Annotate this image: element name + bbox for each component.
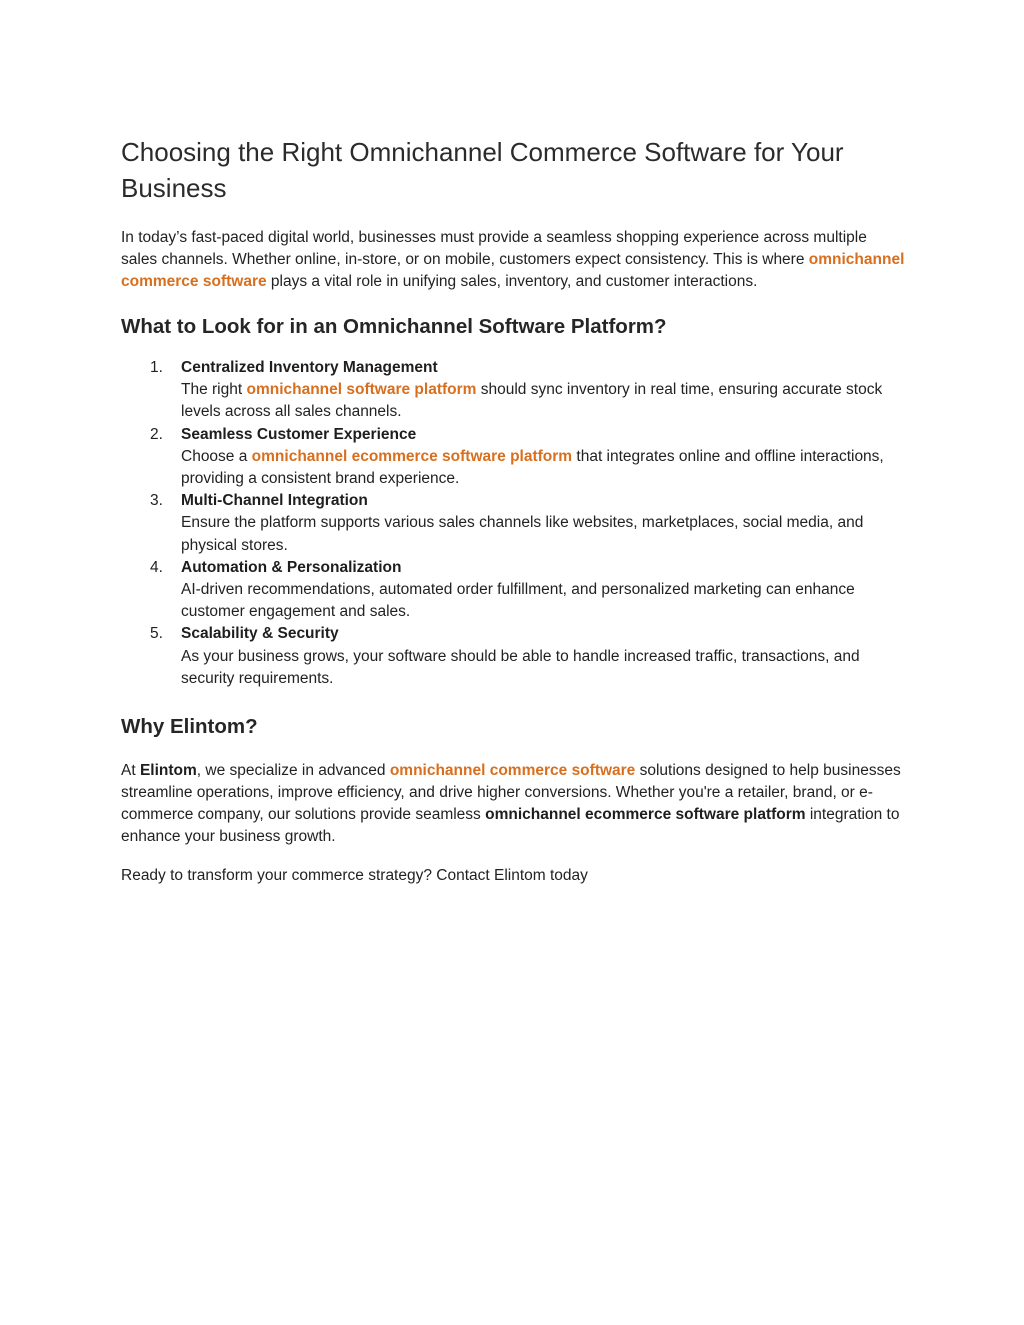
why-text-2: , we specialize in advanced (196, 762, 390, 780)
list-item-number: 3. (150, 492, 163, 510)
list-item-text-end: that integrates online and offline interactions, providing a consistent brand experience. (181, 447, 884, 488)
list-item-title: Seamless Customer Experience (181, 425, 417, 443)
brand-name: Elintom (139, 762, 197, 780)
document-page (121, 134, 905, 887)
criteria-list (121, 357, 905, 690)
emphasized-platform-text: omnichannel ecommerce software platform (485, 806, 806, 824)
list-item-body: Ensure the platform supports various sales channels like websites, marketplaces, social media, and physical stores. (181, 514, 864, 554)
intro-text-start: In today’s fast-paced digital world, businesses must provide a seamless shopping experience across multiple sales channels. Whether online, in-store, or on mobile, customers expect consistency. This is where (121, 229, 867, 268)
list-item (121, 557, 905, 624)
list-item-text-start: Choose a (181, 447, 252, 465)
list-item-number: 2. (150, 425, 163, 443)
why-text-3: solutions designed to help businesses streamline operations, improve efficiency, and drive higher conversions. Whether you're a retailer, brand, or e-commerce company, our solutions provide seamless (121, 762, 901, 824)
list-item-number: 5. (150, 625, 163, 643)
list-item-title: Automation & Personalization (181, 558, 402, 576)
omnichannel-software-platform-link[interactable]: omnichannel software platform (246, 381, 477, 399)
document-title: Choosing the Right Omnichannel Commerce Software for Your Business (121, 137, 844, 203)
section-heading-what-to-look-for: What to Look for in an Omnichannel Software Platform? (121, 315, 667, 338)
why-elintom-paragraph (121, 760, 905, 848)
why-text-1: At (121, 762, 140, 780)
list-item (121, 357, 905, 424)
list-item-title: Multi-Channel Integration (181, 492, 368, 510)
list-item-title: Scalability & Security (181, 625, 339, 643)
omnichannel-ecommerce-software-platform-link[interactable]: omnichannel ecommerce software platform (251, 447, 573, 465)
list-item-body: As your business grows, your software should be able to handle increased traffic, transactions, and security requirements. (181, 647, 860, 687)
list-item-body: AI-driven recommendations, automated order fulfillment, and personalized marketing can enhance customer engagement and sales. (181, 581, 855, 621)
intro-text-end: plays a vital role in unifying sales, inventory, and customer interactions. (266, 273, 758, 290)
list-item-number: 1. (150, 359, 163, 376)
why-text-4: integration to enhance your business growth. (121, 806, 900, 846)
list-item-text-end: should sync inventory in real time, ensuring accurate stock levels across all sales channels. (181, 381, 883, 421)
list-item-number: 4. (150, 558, 163, 576)
list-item (121, 490, 905, 557)
list-item-body (181, 446, 905, 490)
list-item-text-start: The right (181, 381, 247, 399)
list-item-body (181, 379, 905, 423)
section-heading-why-elintom: Why Elintom? (121, 715, 258, 739)
intro-paragraph (121, 227, 905, 293)
list-item (121, 623, 905, 690)
omnichannel-commerce-software-link[interactable]: omnichannel commerce software (121, 251, 905, 290)
omnichannel-commerce-software-link-2[interactable]: omnichannel commerce software (389, 762, 636, 780)
call-to-action: Ready to transform your commerce strategy? Contact Elintom today (121, 867, 588, 885)
list-item-title: Centralized Inventory Management (181, 359, 438, 376)
list-item (121, 424, 905, 491)
